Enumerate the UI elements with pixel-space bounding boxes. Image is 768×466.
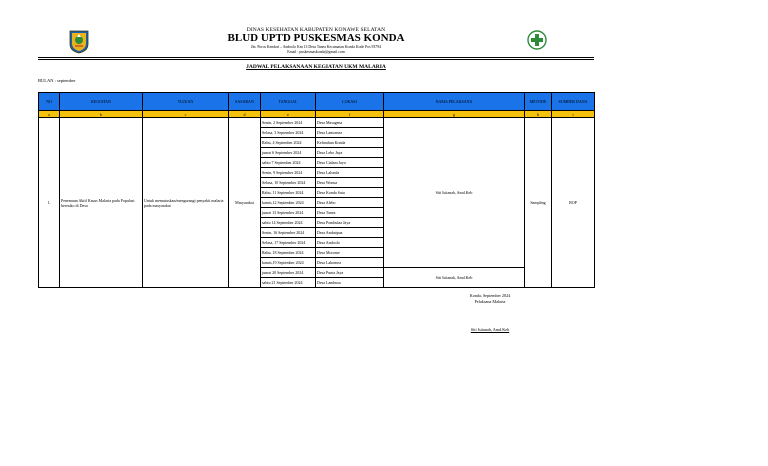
lokasi-cell: Desa Konda Satu xyxy=(316,188,384,198)
header-cell: TANGGAL xyxy=(261,93,316,111)
lokasi-cell: Desa Morome xyxy=(316,248,384,258)
code-cell: g xyxy=(384,111,525,118)
lokasi-cell: Desa Wonua xyxy=(316,178,384,188)
schedule-table xyxy=(38,92,595,288)
code-cell: h xyxy=(525,111,552,118)
tanggal-cell: sabtu 14 September 2024 xyxy=(261,218,316,228)
tanggal-cell: kamis,19 September 2024 xyxy=(261,258,316,268)
signature-name: Siti Istianah, Amd.Keb xyxy=(470,327,510,332)
header-cell: NO xyxy=(39,93,60,111)
sasaran-cell: Masyarakat xyxy=(229,118,261,288)
lokasi-cell: Desa Ambaipua xyxy=(316,228,384,238)
lokasi-cell: Desa Tanea xyxy=(316,208,384,218)
tanggal-cell: jumat 13 September 2024 xyxy=(261,208,316,218)
table-header-row xyxy=(39,93,595,111)
tanggal-cell: sabtu 21 September 2024 xyxy=(261,278,316,288)
lokasi-cell: Desa Lakomea xyxy=(316,258,384,268)
address: Jln. Poros Kendari – Andoolo Km 13 Desa Tanea Kecamatan Konda Kode Pos 93794 xyxy=(250,45,381,49)
tanggal-cell: Rabu, 11 September 2024 xyxy=(261,188,316,198)
code-cell: e xyxy=(261,111,316,118)
lokasi-cell: Desa Masagena xyxy=(316,118,384,128)
tujuan-cell: Untuk memutuskan/mengurangi penyakit malaria pada masyarakat xyxy=(143,118,229,288)
tanggal-cell: Rabu, 18 September 2024 xyxy=(261,248,316,258)
signature-place-date: Konda, September 2024 xyxy=(469,293,511,298)
tanggal-cell: Selasa, 3 September 2024 xyxy=(261,128,316,138)
month-line: BULAN : september xyxy=(38,78,76,83)
header-cell: NAMA PELAKSANA xyxy=(384,93,525,111)
tanggal-cell: Selasa, 17 September 2024 xyxy=(261,238,316,248)
table-row xyxy=(39,118,595,128)
lokasi-cell: Kelurahan Konda xyxy=(316,138,384,148)
agency-name: DINAS KESEHATAN KABUPATEN KONAWE SELATAN xyxy=(246,27,386,33)
lokasi-cell: Desa Lamomea xyxy=(316,128,384,138)
lokasi-cell: Desa Lebo Jaya xyxy=(316,148,384,158)
tanggal-cell: Selasa, 10 September 2024 xyxy=(261,178,316,188)
code-cell: f xyxy=(316,111,384,118)
pelaksana-cell: Siti Istianah, Amd.Keb xyxy=(384,118,525,268)
header-cell: SASARAN xyxy=(229,93,261,111)
lokasi-cell: Desa Lambusa xyxy=(316,278,384,288)
row-number: 1. xyxy=(39,118,60,288)
tanggal-cell: jumat 20 September 2024 xyxy=(261,268,316,278)
lokasi-cell: Desa Andoolo xyxy=(316,238,384,248)
code-cell: c xyxy=(143,111,229,118)
header-cell: TUJUAN xyxy=(143,93,229,111)
tanggal-cell: Senin, 16 September 2024 xyxy=(261,228,316,238)
table-code-row xyxy=(39,111,595,118)
tanggal-cell: Senin, 9 September 2024 xyxy=(261,168,316,178)
code-cell: b xyxy=(60,111,143,118)
kegiatan-cell: Penemuan Aktif Kasus Malaria pada Populasi beresiko di Desa xyxy=(60,118,143,288)
pelaksana-cell: Siti Istianah, Amd.Keb xyxy=(384,268,525,288)
code-cell: d xyxy=(229,111,261,118)
tanggal-cell: jumat 6 September 2024 xyxy=(261,148,316,158)
lokasi-cell: Desa Alebo xyxy=(316,198,384,208)
tanggal-cell: Senin, 2 September 2024 xyxy=(261,118,316,128)
email: Email : puskesmaskonda@gmail.com xyxy=(287,50,345,54)
lokasi-cell: Desa Punta Jaya xyxy=(316,268,384,278)
organization-name: BLUD UPTD PUSKESMAS KONDA xyxy=(227,32,405,44)
document-title: JADWAL PELAKSANAAN KEGIATAN UKM MALARIA xyxy=(246,64,386,70)
header-cell: METODE xyxy=(525,93,552,111)
code-cell: a xyxy=(39,111,60,118)
lokasi-cell: Desa Lalonda xyxy=(316,168,384,178)
signature-role: Pelaksana Malaria xyxy=(474,299,506,304)
code-cell: i xyxy=(552,111,595,118)
lokasi-cell: Desa Pombulaa Jaya xyxy=(316,218,384,228)
metode-cell: Sampling xyxy=(525,118,552,288)
header-cell: KEGIATAN xyxy=(60,93,143,111)
header-cell: SUMBER DANA xyxy=(552,93,595,111)
lokasi-cell: Desa Cialam Jaya xyxy=(316,158,384,168)
tanggal-cell: Rabu, 4 September 2024 xyxy=(261,138,316,148)
tanggal-cell: kamis,12 September 2024 xyxy=(261,198,316,208)
letterhead-rule xyxy=(38,57,594,58)
sumber-dana-cell: BOP xyxy=(552,118,595,288)
tanggal-cell: sabtu 7 September 2024 xyxy=(261,158,316,168)
letterhead-rule-thin xyxy=(38,59,594,60)
header-cell: LOKASI xyxy=(316,93,384,111)
